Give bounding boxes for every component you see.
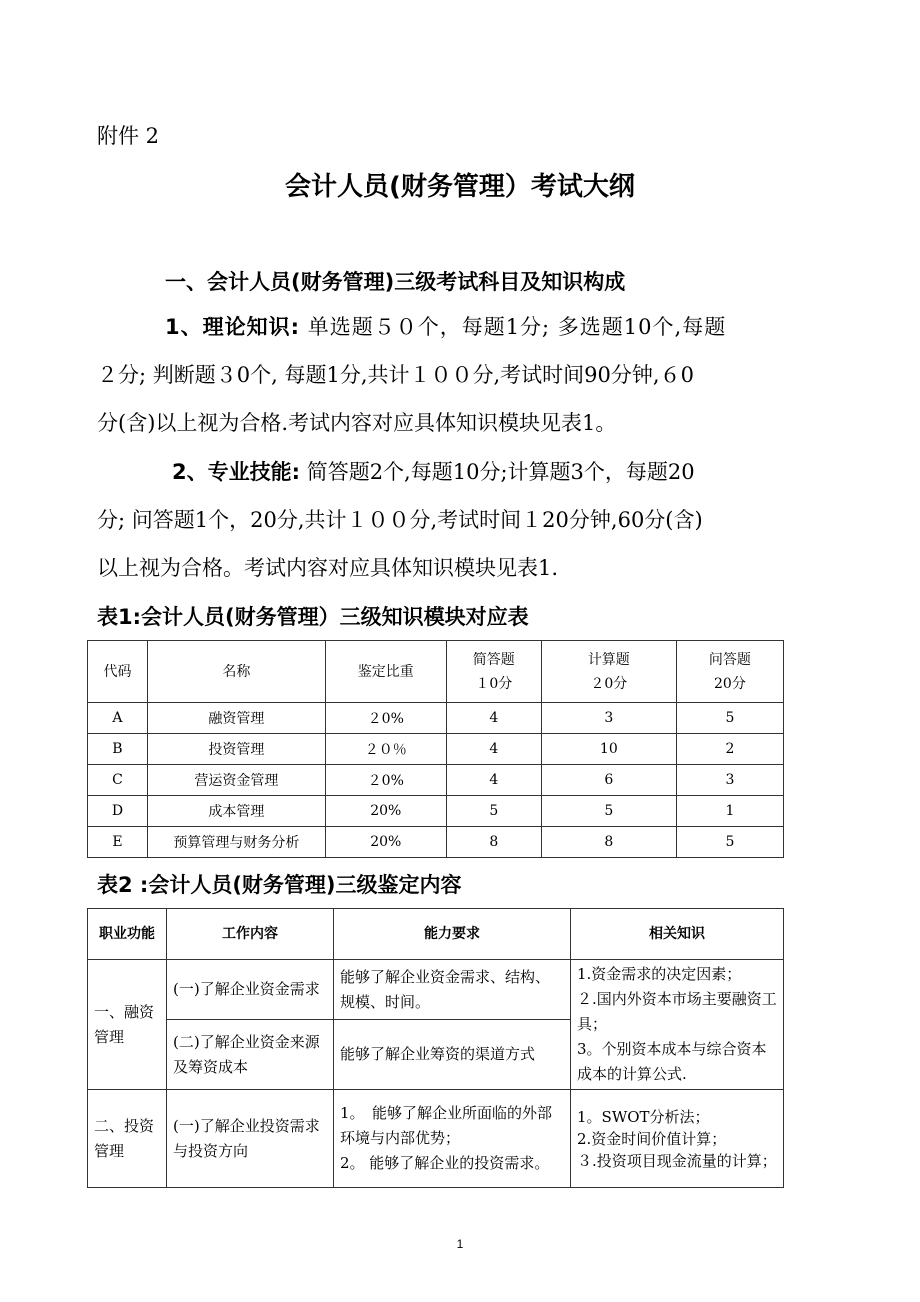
table-row [88,734,784,765]
table-cell: 5 [676,827,783,858]
function-cell: 二、投资管理 [88,1090,167,1188]
table-cell: ２0% [325,703,446,734]
theory-text: 单选题５０个，每题1分; 多选题10个,每题 [300,315,727,339]
table-cell: 20% [325,827,446,858]
table-row [88,703,784,734]
work-cell: (一)了解企业资金需求 [167,960,334,1020]
page-number: 1 [456,1237,464,1251]
table-row [88,1090,784,1188]
section-heading: 一、会计人员(财务管理)三级考试科目及知识构成 [165,270,626,294]
table-row [88,765,784,796]
table-cell: 2 [676,734,783,765]
ability-cell: 能够了解企业筹资的渠道方式 [334,1020,571,1090]
table-cell: 10 [541,734,676,765]
page-title: 会计人员(财务管理）考试大纲 [285,172,635,202]
table-cell: E [88,827,148,858]
ability-cell: 能够了解企业资金需求、结构、规模、时间。 [334,960,571,1020]
table-cell: 6 [541,765,676,796]
col-header: 职业功能 [88,909,167,960]
table-row [88,827,784,858]
skill-text: 简答题2个,每题10分;计算题3个，每题20 [300,460,695,484]
table-cell: 投资管理 [147,734,325,765]
skill-line-1 [172,458,695,486]
table-cell: 5 [446,796,541,827]
table-cell: ２0% [325,765,446,796]
col-header: 问答题 20分 [676,641,783,703]
table-header-row [88,909,784,960]
col-header: 工作内容 [167,909,334,960]
table-cell: 5 [676,703,783,734]
skill-line-3: 以上视为合格。考试内容对应具体知识模块见表1. [97,556,559,580]
col-header: 简答题 １0分 [446,641,541,703]
col-header: 相关知识 [571,909,784,960]
skill-line-2: 分; 问答题1个，20分,共计１００分,考试时间１20分钟,60分(含) [97,508,703,532]
table-cell: 20% [325,796,446,827]
table1-caption: 表1:会计人员(财务管理）三级知识模块对应表 [97,605,529,629]
table-cell: 4 [446,734,541,765]
table-cell: 1 [676,796,783,827]
theory-line-1 [165,313,726,341]
assessment-content-table [87,908,784,1188]
knowledge-cell: 1.资金需求的决定因素； ２.国内外资本市场主要融资工具； 3。个别资本成本与综合资本成本的计算公式. [571,960,784,1090]
work-cell: (二)了解企业资金来源及筹资成本 [167,1020,334,1090]
table-cell: B [88,734,148,765]
table-cell: 3 [541,703,676,734]
col-header: 名称 [147,641,325,703]
table-cell: 4 [446,765,541,796]
table-cell: C [88,765,148,796]
table-cell: 预算管理与财务分析 [147,827,325,858]
table-cell: ２０％ [325,734,446,765]
col-header: 能力要求 [334,909,571,960]
work-cell: (一)了解企业投资需求与投资方向 [167,1090,334,1188]
table-cell: 8 [541,827,676,858]
table-header-row [88,641,784,703]
table-row [88,960,784,1020]
table-cell: 5 [541,796,676,827]
theory-line-3: 分(含)以上视为合格.考试内容对应具体知识模块见表1。 [97,411,617,435]
table-cell: 8 [446,827,541,858]
table2-caption: 表2 :会计人员(财务管理)三级鉴定内容 [97,873,462,897]
col-header: 代码 [88,641,148,703]
function-cell: 一、融资管理 [88,960,167,1090]
table-cell: 营运资金管理 [147,765,325,796]
table-cell: 4 [446,703,541,734]
ability-cell: 1。 能够了解企业所面临的外部环境与内部优势； 2。 能够了解企业的投资需求。 [334,1090,571,1188]
table-cell: A [88,703,148,734]
theory-label: 1、理论知识: [165,315,301,339]
col-header: 鉴定比重 [325,641,446,703]
table-cell: 3 [676,765,783,796]
knowledge-module-table [87,640,784,858]
skill-label: 2、专业技能: [172,460,301,484]
theory-line-2: ２分; 判断题３0个, 每题1分,共计１００分,考试时间90分钟,６0 [97,363,694,387]
table-row [88,796,784,827]
col-header: 计算题 ２0分 [541,641,676,703]
attachment-label: 附件 2 [97,124,160,148]
table-cell: 融资管理 [147,703,325,734]
table-cell: 成本管理 [147,796,325,827]
knowledge-cell: 1。SWOT分析法； 2.资金时间价值计算； ３.投资项目现金流量的计算； [571,1090,784,1188]
table-cell: D [88,796,148,827]
